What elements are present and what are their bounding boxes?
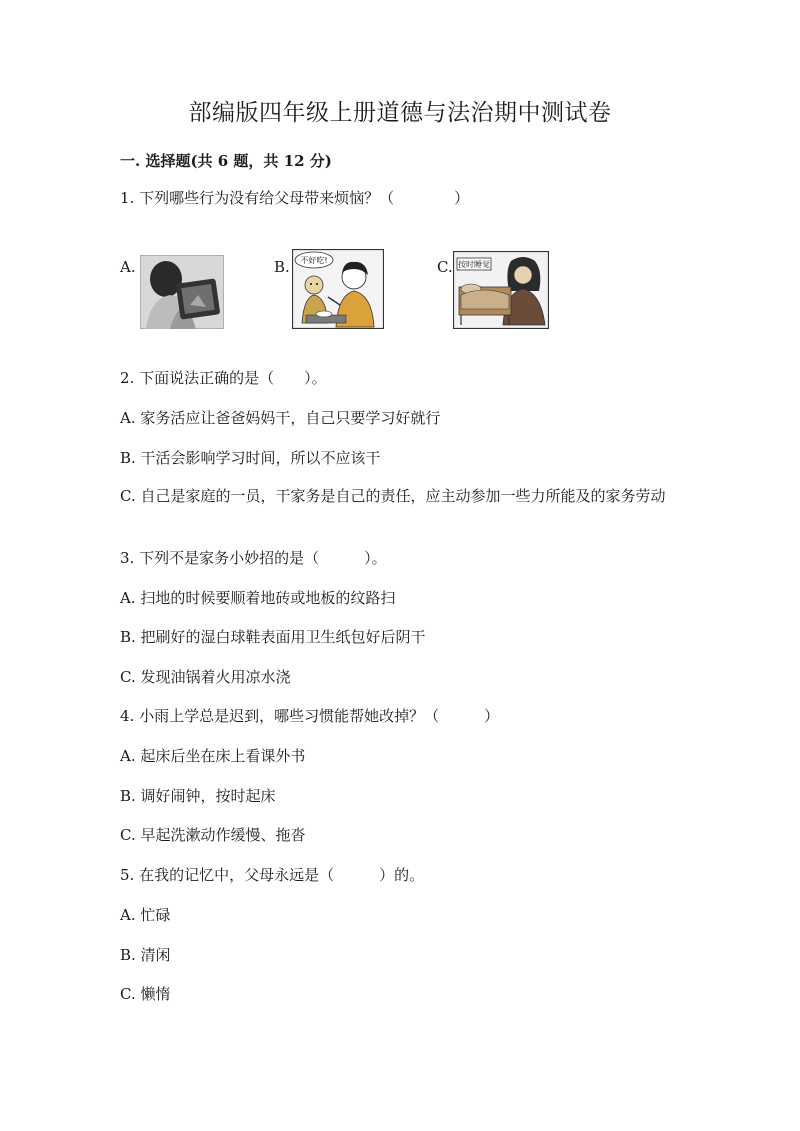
question-1-stem: 1. 下列哪些行为没有给父母带来烦恼？（ ） [120, 189, 470, 207]
q5-option-c: C. 懒惰 [120, 985, 171, 1003]
q3-option-a: A. 扫地的时候要顺着地砖或地板的纹路扫 [120, 589, 396, 607]
q3-option-b: B. 把刷好的湿白球鞋表面用卫生纸包好后阴干 [120, 628, 426, 646]
q1-option-a-label: A. [120, 258, 136, 276]
section-heading: 一. 选择题(共 6 题，共 12 分) [120, 152, 332, 170]
question-4-stem: 4. 小雨上学总是迟到，哪些习惯能帮她改掉？（ ） [120, 707, 500, 725]
question-2-stem: 2. 下面说法正确的是（ ）。 [120, 369, 327, 387]
q4-option-c: C. 早起洗漱动作缓慢、拖沓 [120, 826, 306, 844]
q2-option-a: A. 家务活应让爸爸妈妈干，自己只要学习好就行 [120, 409, 441, 427]
q1-option-b-label: B. [274, 258, 290, 276]
parent-by-bed-cartoon-icon [453, 251, 549, 329]
q1-option-c-label: C. [437, 258, 453, 276]
q5-option-a: A. 忙碌 [120, 906, 171, 924]
child-using-tablet-photo-icon [140, 255, 224, 329]
page-title: 部编版四年级上册道德与法治期中测试卷 [188, 100, 612, 126]
question-3-stem: 3. 下列不是家务小妙招的是（ ）。 [120, 549, 387, 567]
picky-eater-cartoon-icon [292, 249, 384, 329]
question-5-stem: 5. 在我的记忆中，父母永远是（ ）的。 [120, 866, 425, 884]
q2-option-b: B. 干活会影响学习时间，所以不应该干 [120, 449, 381, 467]
q5-option-b: B. 清闲 [120, 946, 171, 964]
q1-option-c-caption: 按时睡觉 [458, 260, 490, 269]
q4-option-a: A. 起床后坐在床上看课外书 [120, 747, 306, 765]
q1-option-b-caption: 不好吃! [300, 256, 328, 265]
q3-option-c: C. 发现油锅着火用凉水浇 [120, 668, 291, 686]
q4-option-b: B. 调好闹钟，按时起床 [120, 787, 276, 805]
q2-option-c: C. 自己是家庭的一员，干家务是自己的责任，应主动参加一些力所能及的家务劳动 [120, 487, 666, 505]
